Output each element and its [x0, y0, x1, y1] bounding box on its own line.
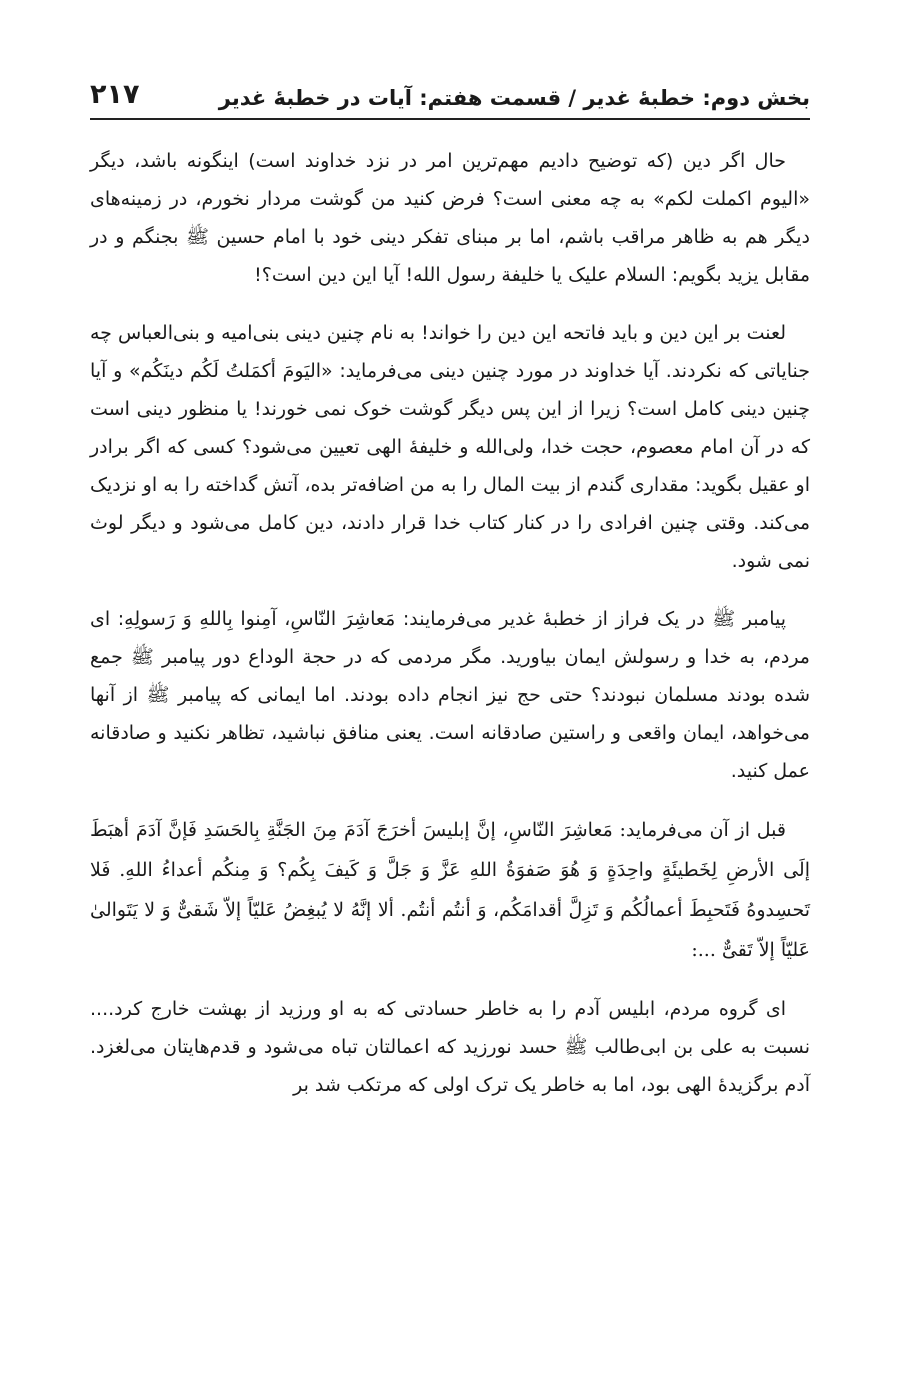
paragraph-3: پیامبر ﷺ در یک فراز از خطبۀ غدیر می‌فرمایند: مَعاشِرَ النّاسِ، آمِنوا بِاللهِ وَ رَسولِهِ: ای مردم، به خدا و رسولش ایمان بیاورید. مگر مردمی که در حجة الوداع دور پیامبر ﷺ جمع شده بودند مسلمان نبودند؟ حتی حج نیز انجام داده بودند. اما ایمانی که پیامبر ﷺ از آنها می‌خواهد، ایمان واقعی و راستین صادقانه است. یعنی منافق نباشید، تظاهر نکنید و صادقانه عمل کنید.: [90, 608, 810, 782]
book-page: [90, 0, 810, 1390]
paragraph-4-arabic-quote: قبل از آن می‌فرماید: مَعاشِرَ النّاسِ، إنَّ إبلیسَ أخرَجَ آدَمَ مِنَ الجَنَّةِ بِالحَسَدِ فَإنَّ آدَمَ أهبَطَ إلَی الأرضِ لِخَطیئَةٍ واحِدَةٍ وَ هُوَ صَفوَةُ اللهِ عَزَّ وَ جَلَّ وَ کَیفَ بِکُم؟ وَ مِنکُم أعداءُ اللهِ. فَلا تَحسِدوهُ فَتَحبِطَ أعمالُکُم وَ تَزِلَّ أقدامَکُم، وَ أنتُم أنتُم. ألا إنَّهُ لا یُبغِضُ عَلیّاً إلاّ شَقیٌّ وَ لا یَتَوالیٰ عَلیّاً إلاّ تَقیٌّ ...:: [90, 819, 810, 961]
paragraph-5: ای گروه مردم، ابلیس آدم را به خاطر حسادتی که به او ورزید از بهشت خارج کرد.... نسبت به علی بن ابی‌طالب ﷺ حسد نورزید که اعمالتان تباه می‌شود و قدم‌هایتان می‌لغزد. آدم برگزیدۀ الهی بود، اما به خاطر یک ترک اولی که مرتکب شد بر: [90, 998, 810, 1096]
running-header: [90, 62, 810, 120]
body-text: [90, 142, 810, 1124]
paragraph-2: لعنت بر این دین و باید فاتحه این دین را خواند! به نام چنین دینی بنی‌امیه و بنی‌العباس چه جنایاتی که نکردند. آیا خداوند در مورد چنین دینی می‌فرماید: «الیَومَ أکمَلتُ لَکُم دینَکُم» و آیا چنین دینی کامل است؟ زیرا از این پس دیگر گوشت خوک نمی خورند! یا منظور دینی است که در آن امام معصوم، حجت خدا، ولی‌الله و خلیفۀ الهی تعیین می‌شود؟ کسی که اگر برادر او عقیل بگوید: مقداری گندم از بیت المال را به من اضافه‌تر بده، آتش گداخته را به او نزدیک می‌کند. وقتی چنین افرادی را در کنار کتاب خدا قرار دادند، دین کامل می‌شود و دیگر لوث نمی شود.: [90, 322, 810, 572]
paragraph-1: حال اگر دین (که توضیح دادیم مهم‌ترین امر در نزد خداوند است) اینگونه باشد، دیگر «الیوم اکملت لکم» به چه معنی است؟ فرض کنید من گوشت مردار نخورم، در زمینه‌های دیگر هم به ظاهر مراقب باشم، اما بر مبنای تفکر دینی خود با امام حسین ﷺ بجنگم و در مقابل یزید بگویم: السلام علیک یا خلیفة رسول الله! آیا این دین است؟!: [90, 150, 810, 286]
page-number: ۲۱۷: [90, 79, 140, 110]
chapter-title: بخش دوم: خطبۀ غدیر / قسمت هفتم: آیات در خطبۀ غدیر: [218, 86, 810, 110]
